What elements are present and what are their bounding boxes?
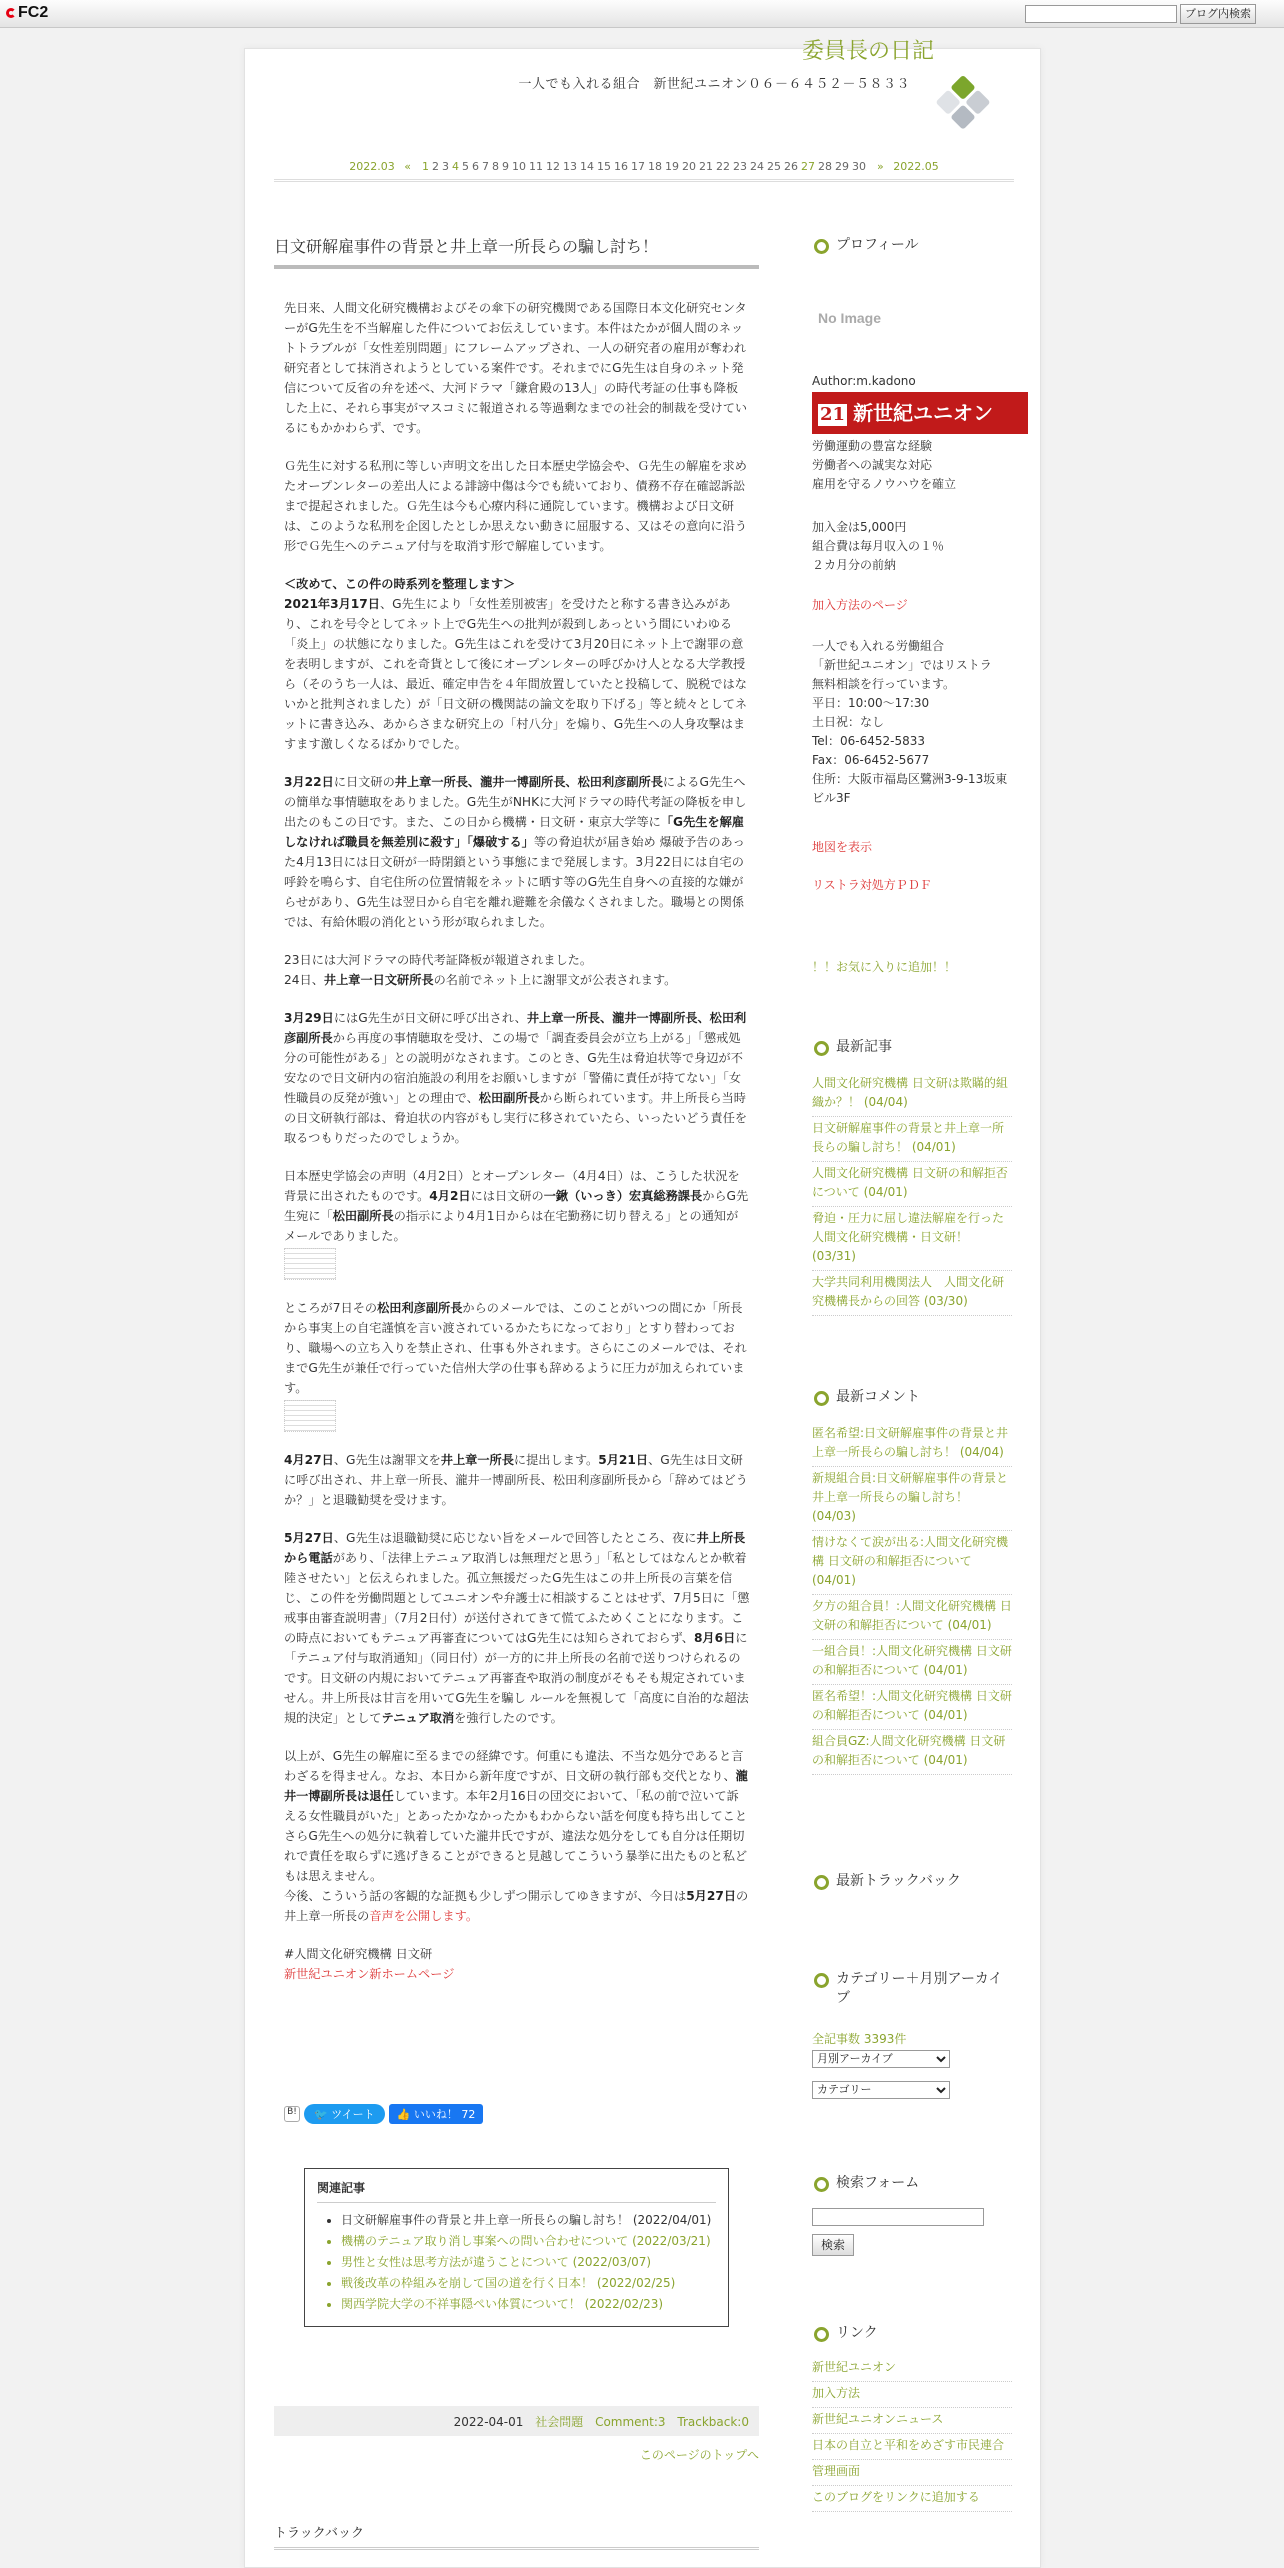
text: から再度の事情聴取を受け、この場で「調査委員会が立ち上がる」「懲戒処分の可能性がある」との説明がなされます。このとき、G先生は脅迫状等で身辺が不安なので日文研内の宿泊施設の利用をお願いしますが「警備に責任が持てない」「女性職員の反発が強い」との理由で、 xyxy=(284,1031,743,1105)
calendar-day: 16 xyxy=(614,160,628,173)
sidebar-search-input[interactable] xyxy=(812,2208,984,2226)
entry-paragraph xyxy=(284,1008,750,1148)
pdf-link[interactable]: リストラ対処方ＰＤＦ xyxy=(812,878,932,892)
text: に提出します。 xyxy=(513,1453,599,1467)
recent-heading xyxy=(812,1038,1012,1057)
fc2-toolbar xyxy=(0,0,1284,28)
month-archive-select[interactable] xyxy=(812,2050,950,2068)
like-label: いいね！ 72 xyxy=(413,2108,476,2121)
sidebar-heading: 最新トラックバック xyxy=(812,1872,1012,1891)
calendar-day: 21 xyxy=(699,160,713,173)
related-item[interactable]: • 日文研解雇事件の背景と井上章一所長らの騙し討ち！ (2022/04/01) xyxy=(341,2211,716,2230)
profile-line: 土日祝：なし xyxy=(812,715,885,729)
comment-link[interactable]: Comment:3 xyxy=(595,2415,666,2429)
text: には日文研の xyxy=(470,1189,544,1203)
calendar-day: 5 xyxy=(462,160,469,173)
related-list xyxy=(317,2211,716,2314)
tweet-button[interactable] xyxy=(304,2104,385,2124)
date: 4月2日 xyxy=(429,1189,471,1203)
tweet-label: ツイート xyxy=(331,2108,375,2121)
hatena-bookmark-icon[interactable]: B! xyxy=(284,2106,300,2122)
text: しています。本年2月16日の団交において、「私の前で泣いて訴える女性職員がいた」とあったかなかったかもわからない話を何度も持ち出してことさらG先生への処分に執着していた瀧井氏ですが、違法な処分をしても自分は任期切れで責任を取らずに逃げきることができると見越してこういう暴挙に出たものと私どもは思えません。 xyxy=(284,1789,748,1883)
calendar-day: 20 xyxy=(682,160,696,173)
date: 5月27日 xyxy=(686,1889,737,1903)
calendar-day: 28 xyxy=(818,160,832,173)
profile-line: Fax：06-6452-5677 xyxy=(812,753,930,767)
comment-item[interactable]: 情けなくて涙が出る:人間文化研究機構 日文研の和解拒否について (04/01) xyxy=(812,1531,1012,1595)
calendar-day: 22 xyxy=(716,160,730,173)
calendar-day: 24 xyxy=(750,160,764,173)
text: 、G先生は謝罪文を xyxy=(333,1453,441,1467)
recent-item[interactable]: 人間文化研究機構 日文研の和解拒否について (04/01) xyxy=(812,1162,1012,1207)
date: 5月21日 xyxy=(598,1453,649,1467)
link-item[interactable]: 新世紀ユニオンニュース xyxy=(812,2408,1012,2434)
text: を強行したのです。 xyxy=(454,1711,563,1725)
date: 3月29日 xyxy=(284,1011,334,1025)
text: 、G先生により「女性差別被害」を受けたと称する書き込みがあり、これを号令としてネット上でG先生への批判が殺到しあっという間にいわゆる「炎上」の状態になりました。G先生はこれを受けて3月20日にネット上で謝罪の意を表明しますが、これを奇貨として後にオープンレターの呼びかけ人となる大学教授ら（そのうち一人は、最近、確定申告を４年間放置していたと投稿して、脱税ではないかと批判されました）が「日文研の機関誌の論文を取り下げる」等と続々としてネットに書き込み、あからさまな研究上の「村八分」を煽り、G先生への人身攻撃はますます激しくなるばかりでした。 xyxy=(284,597,748,751)
text: に日文研の xyxy=(333,775,395,789)
profile-line: 一人でも入れる労働組合 xyxy=(812,639,945,653)
text: にはG先生が日文研に呼び出され、 xyxy=(333,1011,527,1025)
text: の名前でネット上に謝罪文が公表されます。 xyxy=(433,973,677,987)
profile-line: 加入金は5,000円 xyxy=(812,520,907,534)
profile-contact xyxy=(812,637,1012,808)
text: 、G先生は退職勧奨に応じない旨をメールで回答したところ、夜に xyxy=(333,1531,697,1545)
text: の指示により4月1日からは在宅勤務に切り替える」との通知がメールでありました。 xyxy=(284,1209,739,1243)
links-list xyxy=(812,2356,1012,2512)
profile-line: ２カ月分の前納 xyxy=(812,558,897,572)
audio-link[interactable]: 音声を公開します。 xyxy=(369,1909,479,1923)
comments-list xyxy=(812,1422,1012,1775)
text: 今後、こういう話の客観的な証拠も少しずつ開示してゆきますが、今日は xyxy=(284,1889,687,1903)
sidebar-heading: プロフィール xyxy=(812,236,1012,255)
date: 4月27日 xyxy=(284,1453,334,1467)
related-item[interactable]: • 戦後改革の枠組みを崩して国の道を行く日本！ (2022/02/25) xyxy=(341,2274,716,2293)
profile-line: 「新世紀ユニオン」ではリストラ xyxy=(812,658,992,672)
entry-paragraph xyxy=(284,1166,750,1280)
entry-footer xyxy=(274,2406,759,2436)
twitter-bird-icon: 🐦 xyxy=(314,2108,332,2121)
text: 24日、 xyxy=(284,973,324,987)
map-link[interactable]: 地図を表示 xyxy=(812,840,873,854)
date: 5月27日 xyxy=(284,1531,334,1545)
emphasis: 松田副所長 xyxy=(332,1209,394,1223)
entry-paragraph: Ｇ先生に対する私刑に等しい声明文を出した日本歴史学協会や、Ｇ先生の解雇を求めたオープンレターの差出人による誹謗中傷は今でも続いており、債務不存在確認訴訟まで提起されました。Ｇ先生は今も心療内科に通院しています。機構および日文研は、このような私刑を企図したとしか思えない動きに屈服する、又はその意向に沿う形でＧ先生へのテニュア付与を取消す形で解雇しています。 xyxy=(284,459,748,553)
recent-item[interactable]: 人間文化研究機構 日文研は欺瞞的組織か？！ (04/04) xyxy=(812,1072,1012,1117)
union-banner[interactable] xyxy=(812,392,1028,434)
emphasis: 井上章一所長 xyxy=(440,1453,514,1467)
link-item[interactable]: 管理画面 xyxy=(812,2460,1012,2486)
emphasis: 松田利彦副所長 xyxy=(377,1301,463,1315)
related-heading: 関連記事 xyxy=(317,2179,716,2203)
like-button[interactable] xyxy=(389,2104,484,2124)
join-link[interactable]: 加入方法のページ xyxy=(812,598,908,612)
calendar-day: 19 xyxy=(665,160,679,173)
sidebar-heading: 最新記事 xyxy=(812,1038,1012,1057)
share-bar xyxy=(284,2104,483,2124)
sidebar-search-button[interactable]: 検索 xyxy=(812,2234,854,2256)
calendar-prev-arrow[interactable]: « xyxy=(404,160,411,173)
emphasis: 井上所長から電話 xyxy=(284,1531,746,1565)
entry-paragraph xyxy=(284,772,750,932)
related-item[interactable]: • 男性と女性は思考方法が違うことについて (2022/03/07) xyxy=(341,2253,716,2272)
profile-features xyxy=(812,437,1012,494)
profile-heading xyxy=(812,236,1012,255)
calendar-day: 9 xyxy=(502,160,509,173)
profile-line: 無料相談を行っています。 xyxy=(812,677,956,691)
calendar-day: 30 xyxy=(852,160,866,173)
profile-line: Tel：06-6452-5833 xyxy=(812,734,926,748)
timeline-heading: ＜改めて、この件の時系列を整理します＞ xyxy=(284,577,516,591)
text: があり、「法律上テニュア取消しは無理だと思う」「私としてはなんとか軟着陸させたい」と伝えられました。孤立無援だったG先生はこの井上所長の言葉を信じ、この件を労働問題としてユニオンや弁護士に相談することはせず、7月5日に「懲戒事由審査説明書」（7月2日付）が送付されてきて慌てふためくことになります。この時点においてもテニュア再審査についてはG先生には知らされておらず、 xyxy=(284,1551,750,1645)
banner-number: 21 xyxy=(820,404,846,425)
sidebar-heading: リンク xyxy=(812,2324,1012,2343)
spacer xyxy=(812,2068,1012,2080)
calendar-next-arrow[interactable]: » xyxy=(877,160,884,173)
recent-item[interactable]: 脅迫・圧力に屈し違法解雇を行った人間文化研究機構・日文研！ (03/31) xyxy=(812,1207,1012,1271)
profile-fees xyxy=(812,518,1012,575)
recent-item[interactable]: 日文研解雇事件の背景と井上章一所長らの騙し討ち！ (04/01) xyxy=(812,1117,1012,1162)
text: によるG先生への簡単な事情聴取をありました。G先生がNHKに大河ドラマの時代考証の降板を申し出たのもこの日です。また、この日から機構・日文研・東京大学等に xyxy=(284,775,747,829)
calendar-day: 2 xyxy=(432,160,439,173)
emphasis: 一鍬（いっき）宏真総務課長 xyxy=(543,1189,703,1203)
entry-paragraph: 先日来、人間文化研究機構およびその傘下の研究機関である国際日本文化研究センターがG先生を不当解雇した件についてお伝えしています。本件はたかが個人間のネットトラブルが「女性差別問題」にフレームアップされ、一人の研究者の雇用が奪われ研究者として抹消されようとしている案件です。それまでにG先生は自身のネット発信について反省の弁を述べ、大河ドラマ「鎌倉殿の13人」の時代考証の仕事も降板した上に、それら事実がマスコミに報道される等過剰なまでの社会的制裁を受けているにもかかわらず、です。 xyxy=(284,301,748,435)
profile-line: 住所：大阪市福島区鷺洲3-9-13坂東ビル3F xyxy=(812,772,1008,805)
date: 8月6日 xyxy=(693,1631,736,1645)
comment-item[interactable]: 匿名希望:日文研解雇事件の背景と井上章一所長らの騙し討ち！ (04/04) xyxy=(812,1422,1012,1467)
calendar-day[interactable]: 1 xyxy=(422,160,429,173)
fc2-logo-text: FC2 xyxy=(18,4,49,21)
entry-paragraph xyxy=(284,1746,750,1926)
profile-line: 組合費は毎月収入の１％ xyxy=(812,539,945,553)
calendar-day: 10 xyxy=(512,160,526,173)
profile-line: 平日：10:00～17:30 xyxy=(812,696,930,710)
emphasis: 松田副所長 xyxy=(478,1091,540,1105)
entry-paragraph xyxy=(284,1450,750,1510)
favorite-link[interactable]: ！！お気に入りに追加！！ xyxy=(812,960,957,974)
emphasis: 井上章一日文研所長 xyxy=(323,973,434,987)
entry-paragraph xyxy=(284,950,750,990)
calendar-day: 25 xyxy=(767,160,781,173)
calendar-day[interactable]: 27 xyxy=(801,160,815,173)
profile-author: Author:m.kadono xyxy=(812,374,916,388)
calendar-day[interactable]: 4 xyxy=(452,160,459,173)
calendar-day: 3 xyxy=(442,160,449,173)
calendar-day: 15 xyxy=(597,160,611,173)
text: から断られています。井上所長ら当時の日文研執行部は、脅迫状の内容がもし実行に移されていたら、いったいどう責任を取るつもりだったのでしょうか。 xyxy=(284,1091,748,1145)
blog-search-button[interactable]: ブログ内検索 xyxy=(1180,4,1256,24)
trackback-recent-heading xyxy=(812,1872,1012,1891)
entry-paragraph xyxy=(284,1298,750,1432)
text: 以上が、G先生の解雇に至るまでの経緯です。何重にも違法、不当な処分であると言わざるを得ません。なお、本日から新年度ですが、日文研の執行部も交代となり、 xyxy=(284,1749,744,1783)
search-form xyxy=(812,2208,1012,2256)
calendar-day: 29 xyxy=(835,160,849,173)
calendar-days xyxy=(421,160,868,173)
entry-paragraph xyxy=(284,1528,750,1728)
blog-description: 一人でも入れる組合 新世紀ユニオン０６－６４５２－５８３３ xyxy=(518,77,910,92)
related-item[interactable]: • 関西学院大学の不祥事隠ぺい体質について！ (2022/02/23) xyxy=(341,2295,716,2314)
sidebar-heading: カテゴリー＋月別アーカイブ xyxy=(812,1970,1012,2008)
calendar-day: 14 xyxy=(580,160,594,173)
comments-heading xyxy=(812,1388,1012,1407)
entry-body xyxy=(284,298,750,2002)
fc2-logo-icon xyxy=(6,8,16,18)
sidebar-heading: 検索フォーム xyxy=(812,2174,1012,2193)
text: からのメールでは、このことがいつの間にか「所長から事実上の自宅謹慎を言い渡されているかたちになっており」とすり替わっており、職場への立ち入りを禁止され、仕事も外されます。さらにこのメールでは、それまでG先生が兼任で行っていた信州大学の仕事も辞めるように圧力が加えられています。 xyxy=(284,1301,747,1395)
image-thumbnail[interactable] xyxy=(284,1400,336,1432)
calendar-day: 12 xyxy=(546,160,560,173)
no-image-placeholder: No Image xyxy=(818,310,882,326)
calendar-day: 8 xyxy=(492,160,499,173)
profile-line: 労働者への誠実な対応 xyxy=(812,458,933,472)
trackback-link[interactable]: Trackback:0 xyxy=(677,2415,749,2429)
comment-item[interactable]: 一組合員！:人間文化研究機構 日文研の和解拒否について (04/01) xyxy=(812,1640,1012,1685)
calendar-day: 26 xyxy=(784,160,798,173)
links-heading xyxy=(812,2324,1012,2343)
calendar-day: 17 xyxy=(631,160,645,173)
profile-line: 雇用を守るノウハウを確立 xyxy=(812,477,957,491)
sidebar-heading: 最新コメント xyxy=(812,1388,1012,1407)
link-item[interactable]: 加入方法 xyxy=(812,2382,1012,2408)
text: に「テニュア付与取消通知」（同日付）が一方的に井上所長の名前で送りつけられるのです。日文研の内規においてテニュア再審査や取消の制度がそもそも規定されていません。井上所長は甘言を用いてG先生を騙し ルールを無視して「高度に自治的な超法規的決定」として xyxy=(284,1631,749,1725)
entry-paragraph xyxy=(284,1944,750,1984)
link-item[interactable]: このブログをリンクに追加する xyxy=(812,2486,1012,2512)
emphasis: テニュア取消 xyxy=(381,1711,455,1725)
comment-item[interactable]: 夕方の組合員！:人間文化研究機構 日文研の和解拒否について (04/01) xyxy=(812,1595,1012,1640)
date: 2021年3月17日 xyxy=(284,597,380,611)
link-item[interactable]: 新世紀ユニオン xyxy=(812,2356,1012,2382)
link-item[interactable]: 日本の自立と平和をめざす市民連合 xyxy=(812,2434,1012,2460)
banner-text: 新世紀ユニオン xyxy=(853,401,994,425)
fc2-logo[interactable] xyxy=(6,4,48,22)
calendar-day: 7 xyxy=(482,160,489,173)
related-articles xyxy=(304,2168,729,2327)
hashtag[interactable]: #人間文化研究機構 日文研 xyxy=(284,1947,433,1961)
calendar-nav xyxy=(274,160,1014,182)
blog-search-input[interactable] xyxy=(1025,5,1177,23)
text: 等の脅迫状が届き始め 爆破予告のあった4月13日には日文研が一時閉鎖という事態にまで発展します。3月22日には自宅の呼鈴を鳴らす、自宅住所の位置情報をネットに晒す等のG先生自身への直接的な嫌がらせがあり、G先生は翌日から自宅を離れ避難を余儀なくされました。職場との関係では、有給休暇の消化という形が取られました。 xyxy=(284,835,745,929)
homepage-link[interactable]: 新世紀ユニオン新ホームページ xyxy=(284,1967,455,1981)
calendar-next-month[interactable]: 2022.05 xyxy=(893,160,939,173)
comment-item[interactable]: 組合員GZ:人間文化研究機構 日文研の和解拒否について (04/01) xyxy=(812,1730,1012,1775)
profile-line: 労働運動の豊富な経験 xyxy=(812,439,933,453)
all-articles-link[interactable]: 全記事数 3393件 xyxy=(812,2032,907,2046)
comment-item[interactable]: 新規組合員:日文研解雇事件の背景と井上章一所長らの騙し討ち！ (04/03) xyxy=(812,1467,1012,1531)
entry-date: 2022-04-01 xyxy=(453,2415,524,2429)
comment-item[interactable]: 匿名希望！:人間文化研究機構 日文研の和解拒否について (04/01) xyxy=(812,1685,1012,1730)
calendar-day: 13 xyxy=(563,160,577,173)
text: の井上章一所長の xyxy=(284,1889,749,1923)
text: ところが7日その xyxy=(284,1301,378,1315)
emphasis: 瀧井一博副所長は退任 xyxy=(284,1769,748,1803)
calendar-day: 23 xyxy=(733,160,747,173)
entry-paragraph xyxy=(284,574,750,754)
entry-title[interactable]: 日文研解雇事件の背景と井上章一所長らの騙し討ち！ xyxy=(274,234,759,269)
date: 3月22日 xyxy=(284,775,334,789)
recent-item[interactable]: 大学共同利用機関法人 人間文化研究機構長からの回答 (03/30) xyxy=(812,1271,1012,1316)
names: 井上章一所長、瀧井一博副所長、松田利彦副所長 xyxy=(394,775,663,789)
category-link[interactable]: 社会問題 xyxy=(535,2415,584,2429)
blog-title[interactable]: 委員長の日記 xyxy=(801,39,934,64)
calendar-day: 6 xyxy=(472,160,479,173)
category-heading xyxy=(812,1970,1012,2008)
emphasis: 「G先生を解雇しなければ職員を無差別に殺す」「爆破する」 xyxy=(284,815,744,849)
text: 23日には大河ドラマの時代考証降板が報道されました。 xyxy=(284,953,593,967)
text: からG先生宛に「 xyxy=(284,1189,749,1223)
image-thumbnail[interactable] xyxy=(284,1248,336,1280)
trackback-heading: トラックバック xyxy=(274,2522,759,2550)
page-top-link[interactable]: このページのトップへ xyxy=(639,2448,759,2462)
names: 井上章一所長、瀧井一博副所長、松田利彦副所長 xyxy=(284,1011,747,1045)
calendar-prev-month[interactable]: 2022.03 xyxy=(349,160,395,173)
text: 、G先生は日文研に呼び出され、井上章一所長、瀧井一博副所長、松田利彦副所長から「辞めてはどうか？」と退職勧奨を受けます。 xyxy=(284,1453,748,1507)
thumbs-up-icon: 👍 xyxy=(396,2108,414,2121)
calendar-day: 11 xyxy=(529,160,543,173)
recent-list xyxy=(812,1072,1012,1316)
search-heading xyxy=(812,2174,1012,2193)
calendar-day: 18 xyxy=(648,160,662,173)
text: 日本歴史学協会の声明（4月2日）とオープンレター（4月4日）は、こうした状況を背景に出されたものです。 xyxy=(284,1169,740,1203)
category-select[interactable] xyxy=(812,2081,950,2099)
category-box xyxy=(812,2030,1012,2099)
related-item[interactable]: • 機構のテニュア取り消し事案への問い合わせについて (2022/03/21) xyxy=(341,2232,716,2251)
